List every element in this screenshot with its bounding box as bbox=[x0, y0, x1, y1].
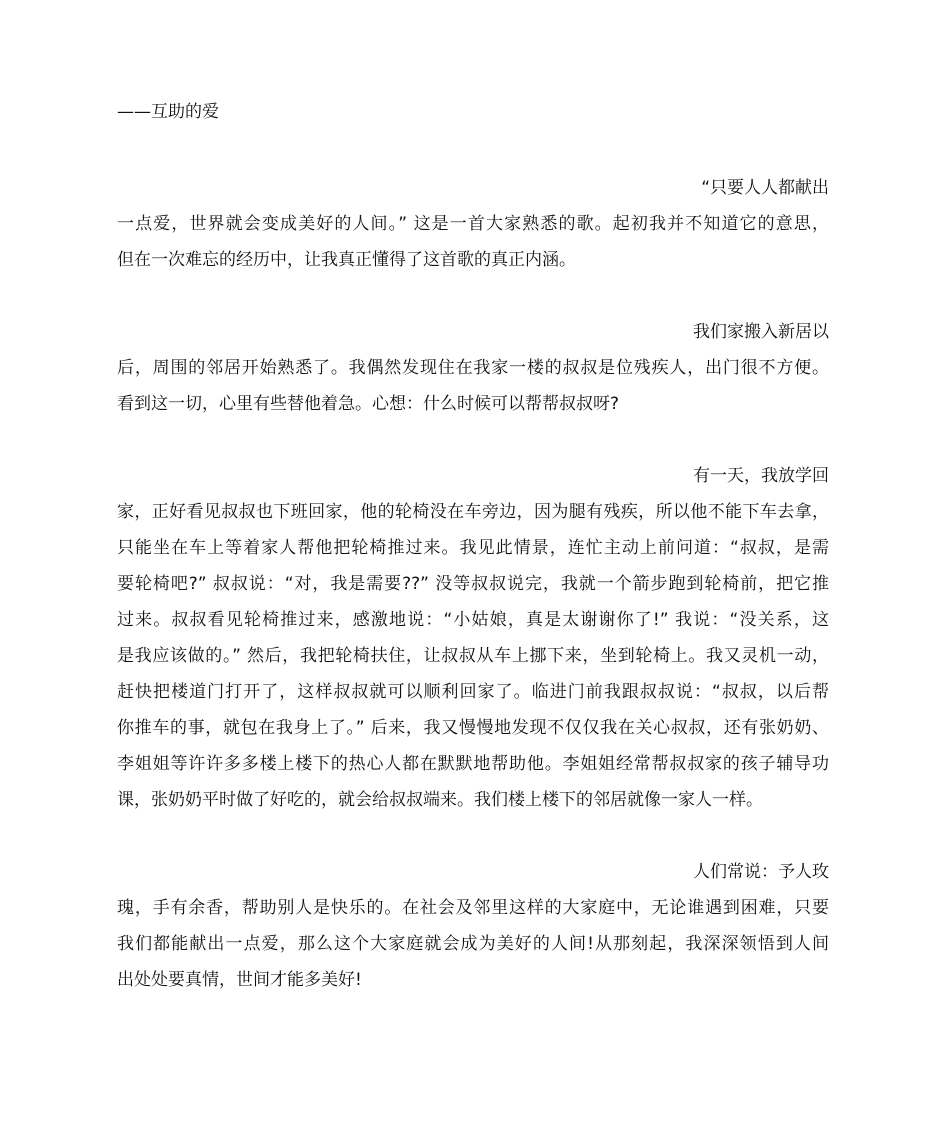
document-title: ——互助的爱 bbox=[117, 102, 219, 122]
paragraph-line: 瑰，手有余香，帮助别人是快乐的。在社会及邻里这样的大家庭中，无论谁遇到困难，只要 bbox=[117, 898, 829, 918]
paragraph-line: 你推车的事，就包在我身上了。” 后来，我又慢慢地发现不仅仅我在关心叔叔，还有张奶奶、 bbox=[117, 718, 829, 738]
paragraph-line: 要轮椅吧?” 叔叔说：“对，我是需要??” 没等叔叔说完，我就一个箭步跑到轮椅前，把它推 bbox=[117, 574, 829, 594]
paragraph-line: 过来。叔叔看见轮椅推过来，感激地说：“小姑娘，真是太谢谢你了!” 我说：“没关系，这 bbox=[117, 610, 829, 630]
document-page bbox=[117, 98, 829, 1034]
paragraph-4 bbox=[117, 854, 829, 998]
paragraph-line: 是我应该做的。” 然后，我把轮椅扶住，让叔叔从车上挪下来，坐到轮椅上。我又灵机一动， bbox=[117, 646, 829, 666]
paragraph-line: 后，周围的邻居开始熟悉了。我偶然发现住在我家一楼的叔叔是位残疾人，出门很不方便。 bbox=[117, 358, 829, 378]
paragraph-line: 出处处要真情，世间才能多美好! bbox=[117, 970, 362, 990]
paragraph-line: 李姐姐等许许多多楼上楼下的热心人都在默默地帮助他。李姐姐经常帮叔叔家的孩子辅导功 bbox=[117, 754, 829, 774]
paragraph-line: 我们都能献出一点爱，那么这个大家庭就会成为美好的人间!从那刻起，我深深领悟到人间 bbox=[117, 934, 829, 954]
paragraph-line: 看到这一切，心里有些替他着急。心想：什么时候可以帮帮叔叔呀? bbox=[117, 394, 620, 414]
paragraph-line: “只要人人都献出 bbox=[701, 178, 829, 198]
paragraph-line: 有一天，我放学回 bbox=[693, 466, 829, 486]
paragraph-1 bbox=[117, 170, 829, 278]
paragraph-line: 赶快把楼道门打开了，这样叔叔就可以顺利回家了。临进门前我跟叔叔说：“叔叔，以后帮 bbox=[117, 682, 829, 702]
paragraph-line: 家，正好看见叔叔也下班回家，他的轮椅没在车旁边，因为腿有残疾，所以他不能下车去拿， bbox=[117, 502, 829, 522]
paragraph-line: 人们常说：予人玫 bbox=[693, 862, 829, 882]
paragraph-line: 一点爱，世界就会变成美好的人间。” 这是一首大家熟悉的歌。起初我并不知道它的意思， bbox=[117, 214, 829, 234]
paragraph-line: 我们家搬入新居以 bbox=[693, 322, 829, 342]
paragraph-2 bbox=[117, 314, 829, 422]
paragraph-line: 课，张奶奶平时做了好吃的，就会给叔叔端来。我们楼上楼下的邻居就像一家人一样。 bbox=[117, 790, 763, 810]
paragraph-3 bbox=[117, 458, 829, 818]
paragraph-line: 但在一次难忘的经历中，让我真正懂得了这首歌的真正内涵。 bbox=[117, 250, 576, 270]
paragraph-line: 只能坐在车上等着家人帮他把轮椅推过来。我见此情景，连忙主动上前问道：“叔叔，是需 bbox=[117, 538, 829, 558]
